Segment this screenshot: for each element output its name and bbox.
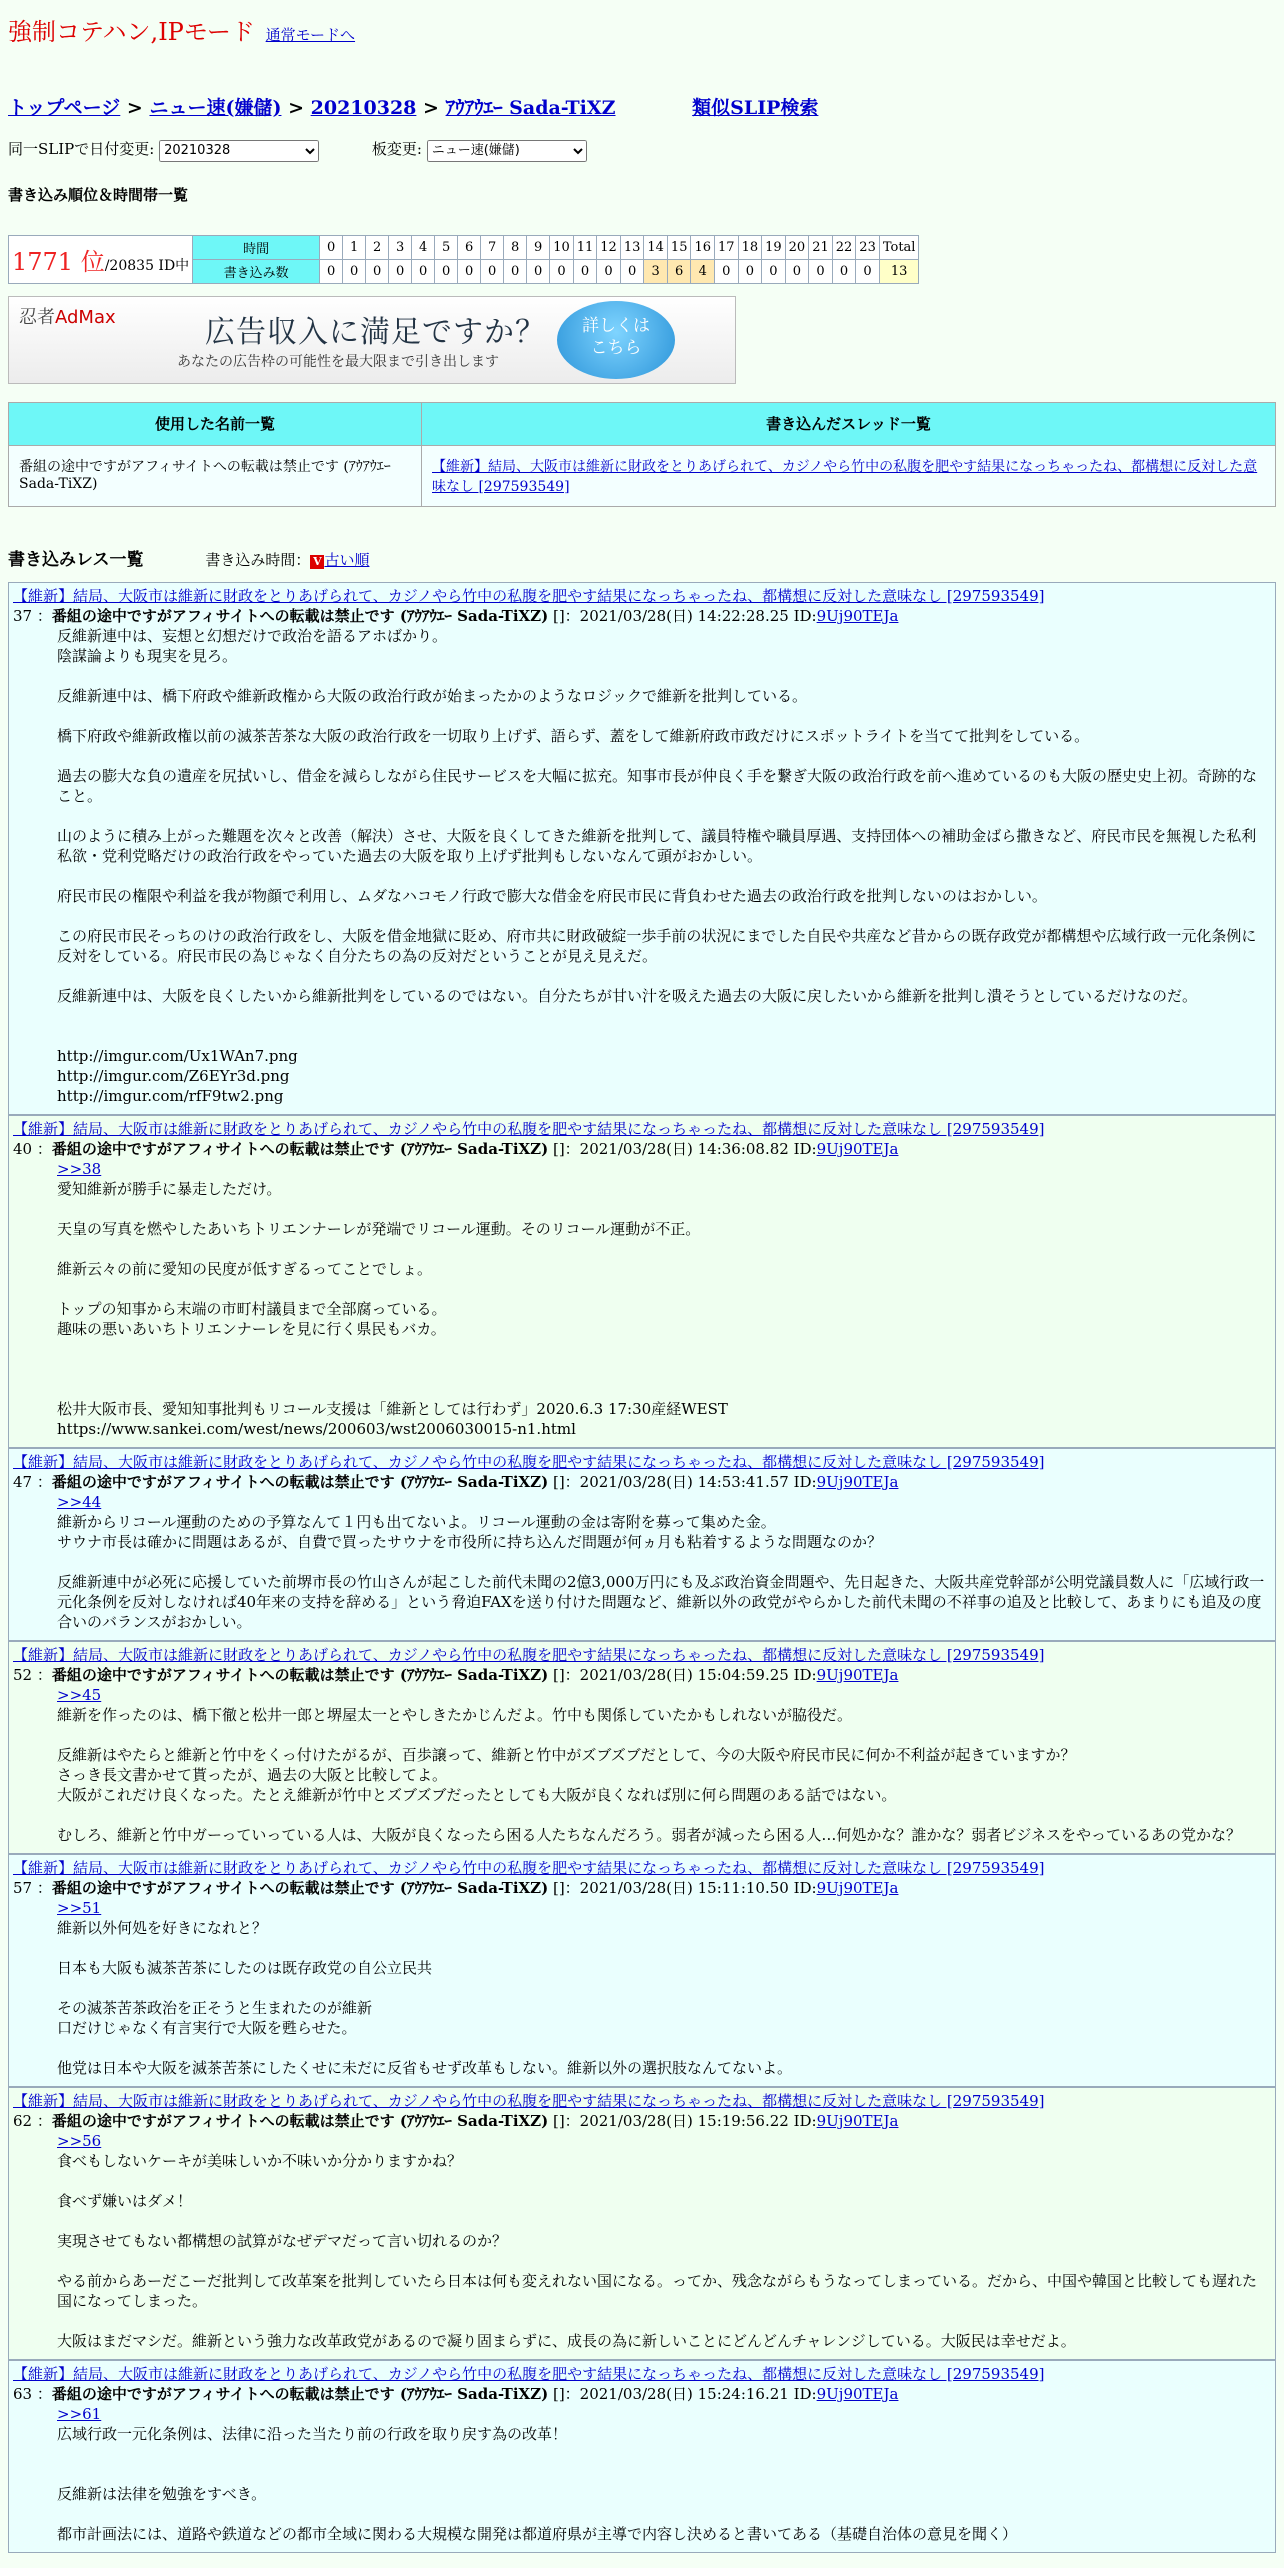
post-line xyxy=(57,806,1271,826)
post-meta xyxy=(13,1665,1271,1685)
ad-details-button[interactable] xyxy=(557,301,675,379)
post-list xyxy=(8,582,1276,2553)
post-number: 37 ： xyxy=(13,606,52,625)
reply-anchor-link[interactable]: >>45 xyxy=(57,1685,102,1704)
hour-cell: 4 xyxy=(412,235,435,259)
total-header: Total xyxy=(879,235,919,259)
post-date: []：2021/03/28(日) 14:22:28.25 ID: xyxy=(548,606,817,625)
post-thread xyxy=(13,2364,1271,2384)
hour-cell: 20 xyxy=(785,235,809,259)
post xyxy=(8,582,1276,1115)
post-line: 食べず嫌いはダメ！ xyxy=(57,2191,193,2210)
post-id-link[interactable]: 9Uj90TEJa xyxy=(816,2384,899,2403)
post-thread-link[interactable]: 【維新】結局、大阪市は維新に財政をとりあげられて、カジノやら竹中の私腹を肥やす結果になっちゃったね、都構想に反対した意味なし [297593549] xyxy=(13,586,1045,605)
hour-cell: 23 xyxy=(856,235,880,259)
post-line: 維新以外何処を好きになれと？ xyxy=(57,1918,268,1937)
post-number: 57 ： xyxy=(13,1878,52,1897)
rank-value: 1771 位 xyxy=(12,247,105,276)
post-line xyxy=(57,2444,1271,2464)
post-number: 63 ： xyxy=(13,2384,52,2403)
hour-cell: 16 xyxy=(691,235,715,259)
post-line xyxy=(57,1725,1271,1745)
hour-cell: 10 xyxy=(550,235,574,259)
hour-cell: 0 xyxy=(320,235,343,259)
post-line: 橋下府政や維新政権以前の滅茶苦茶な大阪の政治行政を一切取り上げず、語らず、蓋をして維新府政市政だけにスポットライトを当てて批判をしている。 xyxy=(57,726,1090,745)
post-line xyxy=(57,1339,1271,1359)
post-id-link[interactable]: 9Uj90TEJa xyxy=(816,1139,899,1158)
reply-anchor xyxy=(57,1492,1271,1512)
post-body xyxy=(13,626,1271,1106)
ad-banner[interactable] xyxy=(8,296,736,384)
post-line: 反維新はやたらと維新と竹中をくっ付けたがるが、百歩譲って、維新と竹中がズブズブだとして、今の大阪や府民市民に何か不利益が起きていますか？ xyxy=(57,1745,1076,1764)
count-cell: 0 xyxy=(343,259,366,283)
post-id-link[interactable]: 9Uj90TEJa xyxy=(816,1472,899,1491)
post-line xyxy=(57,2171,1271,2191)
reply-anchor-link[interactable]: >>56 xyxy=(57,2131,102,2150)
count-cell: 0 xyxy=(481,259,504,283)
post-line xyxy=(57,2038,1271,2058)
count-cell: 0 xyxy=(597,259,621,283)
count-cell: 0 xyxy=(620,259,644,283)
post-url: https://www.sankei.com/west/news/200603/wst2006030015-n1.html xyxy=(57,1419,576,1438)
post-body xyxy=(13,1685,1271,1845)
post-line: その滅茶苦茶政治を正そうと生まれたのが維新 xyxy=(57,1998,373,2017)
post-line: 反維新連中は、大阪を良くしたいから維新批判をしているのではない。自分たちが甘い汁を吸えた過去の大阪に戻したいから維新を批判し潰そうとしているだけなのだ。 xyxy=(57,986,1198,1005)
post-author: 番組の途中ですがアフィサイトへの転載は禁止です (ｱｳｱｳｴｰ Sada-TiXZ) xyxy=(51,1139,549,1158)
sort-order-icon: V xyxy=(310,555,324,569)
post-line xyxy=(57,2211,1271,2231)
mode-title: 強制コテハン,IPモード xyxy=(8,18,255,46)
post-line: 広域行政一元化条例は、法律に沿った当たり前の行政を取り戻す為の改革！ xyxy=(57,2424,568,2443)
post-line xyxy=(57,866,1271,886)
count-cell: 0 xyxy=(715,259,739,283)
ad-headline: 広告収入に満足ですか？ xyxy=(205,314,546,350)
post-line: 維新からリコール運動のための予算なんて１円も出てないよ。リコール運動の金は寄附を募って集めた金。 xyxy=(57,1512,776,1531)
post-id-link[interactable]: 9Uj90TEJa xyxy=(816,1878,899,1897)
post-line xyxy=(57,1006,1271,1026)
count-cell: 6 xyxy=(667,259,691,283)
mode-bar xyxy=(8,12,1276,47)
rank-hours-row xyxy=(9,235,919,259)
post-meta xyxy=(13,1472,1271,1492)
hour-cell: 18 xyxy=(738,235,762,259)
post-author: 番組の途中ですがアフィサイトへの転載は禁止です (ｱｳｱｳｴｰ Sada-TiXZ) xyxy=(51,1665,549,1684)
post-line xyxy=(57,1978,1271,1998)
normal-mode-link[interactable]: 通常モードへ xyxy=(265,26,356,44)
rank-total: /20835 ID中 xyxy=(104,257,190,274)
post-line xyxy=(57,706,1271,726)
reply-anchor xyxy=(57,2131,1271,2151)
post-line: 維新を作ったのは、橋下徹と松井一郎と堺屋太一とやしきたかじんだよ。竹中も関係していたかもしれないが脇役だ。 xyxy=(57,1705,853,1724)
thread-link[interactable]: 【維新】結局、大阪市は維新に財政をとりあげられて、カジノやら竹中の私腹を肥やす結果になっちゃったね、都構想に反対した意味なし [297593549] xyxy=(432,458,1258,495)
hour-cell: 9 xyxy=(527,235,550,259)
post xyxy=(8,1115,1276,1448)
post-author: 番組の途中ですがアフィサイトへの転載は禁止です (ｱｳｱｳｴｰ Sada-TiXZ) xyxy=(51,1472,549,1491)
post-line: 天皇の写真を燃やしたあいちトリエンナーレが発端でリコール運動。そのリコール運動が不正。 xyxy=(57,1219,701,1238)
ad-subtext: あなたの広告枠の可能性を最大限まで引き出します xyxy=(177,353,499,370)
count-cell: 0 xyxy=(809,259,833,283)
post-body xyxy=(13,2404,1271,2544)
oldest-first-link[interactable]: 古い順 xyxy=(324,550,370,569)
used-name: 番組の途中ですがアフィサイトへの転載は禁止です (ｱｳｱｳｴｰ Sada-TiXZ) xyxy=(9,445,422,506)
hour-cell: 3 xyxy=(389,235,412,259)
post-line: さっき長文書かせて貰ったが、過去の大阪と比較してよ。 xyxy=(57,1765,448,1784)
hour-cell: 2 xyxy=(366,235,389,259)
count-cell: 0 xyxy=(762,259,786,283)
post-author: 番組の途中ですがアフィサイトへの転載は禁止です (ｱｳｱｳｴｰ Sada-TiXZ) xyxy=(51,2384,549,2403)
count-cell: 0 xyxy=(856,259,880,283)
date-change-label: 同一SLIPで日付変更: xyxy=(8,140,155,158)
post-line xyxy=(57,1379,1271,1399)
count-cell: 0 xyxy=(785,259,809,283)
post-line: 反維新連中は、橋下府政や維新政権から大阪の政治行政が始まったかのようなロジックで維新を批判している。 xyxy=(57,686,808,705)
breadcrumb-board-link[interactable]: ニュー速(嫌儲) xyxy=(149,97,282,119)
time-sort xyxy=(205,551,369,569)
post-line: 陰謀論よりも現実を見ろ。 xyxy=(57,646,238,665)
post-line: 山のように積み上がった難題を次々と改善（解決）させ、大阪を良くしてきた維新を批判して、議員特権や職員厚遇、支持団体への補助金ばら撒きなど、府民市民を無視した私利私欲・党利党略だけの政治行政をやっていた過去の大阪を取り上げず批判もしないなんて頭がおかしい。 xyxy=(57,826,1257,865)
count-cell: 0 xyxy=(458,259,481,283)
post-line: やる前からあーだこーだ批判して改革案を批判していたら日本は何も変えれない国になる。ってか、残念ながらもうなってしまっている。だから、中国や韓国と比較しても遅れた国になってしまった。 xyxy=(57,2271,1258,2310)
post-line xyxy=(57,2464,1271,2484)
post-line: 松井大阪市長、愛知知事批判もリコール支援は「維新としては行わず」2020.6.3 17:30産経WEST xyxy=(57,1399,728,1418)
post-id-link[interactable]: 9Uj90TEJa xyxy=(816,606,899,625)
hour-cell: 15 xyxy=(667,235,691,259)
post-number: 47 ： xyxy=(13,1472,52,1491)
hour-cell: 11 xyxy=(573,235,597,259)
board-change-label: 板変更: xyxy=(371,140,422,158)
post-url: http://imgur.com/Z6EYr3d.png xyxy=(57,1066,290,1085)
post-body xyxy=(13,1492,1271,1632)
breadcrumb xyxy=(8,93,1276,120)
post-line: 他党は日本や大阪を滅茶苦茶にしたくせに未だに反省もせず改革もしない。維新以外の選択肢なんてないよ。 xyxy=(57,2058,793,2077)
post-line xyxy=(57,2504,1271,2524)
date-select[interactable] xyxy=(159,140,319,162)
post xyxy=(8,2360,1276,2553)
count-cell: 0 xyxy=(573,259,597,283)
post-line: 府民市民の権限や利益を我が物顔で利用し、ムダなハコモノ行政で膨大な借金を府民市民に背負わせた過去の政治行政を批判しないのはおかしい。 xyxy=(57,886,1047,905)
post-line: 都市計画法には、道路や鉄道などの都市全域に関わる大規模な開発は都道府県が主導で内容し決めると書いてある（基礎自治体の意見を聞く） xyxy=(57,2524,1018,2543)
post-thread xyxy=(13,1452,1271,1472)
post-line: サウナ市長は確かに問題はあるが、自費で買ったサウナを市役所に持ち込んだ問題が何ヵ月も粘着するような問題なのか？ xyxy=(57,1532,883,1551)
post-date: []：2021/03/28(日) 15:19:56.22 ID: xyxy=(548,2111,817,2130)
post-line xyxy=(57,2251,1271,2271)
post-line xyxy=(57,1279,1271,1299)
count-cell: 0 xyxy=(435,259,458,283)
post-line: 日本も大阪も滅茶苦茶にしたのは既存政党の自公立民共 xyxy=(57,1958,433,1977)
post-author: 番組の途中ですがアフィサイトへの転載は禁止です (ｱｳｱｳｴｰ Sada-TiXZ) xyxy=(51,606,549,625)
post-date: []：2021/03/28(日) 15:11:10.50 ID: xyxy=(548,1878,817,1897)
post-line xyxy=(57,1239,1271,1259)
count-cell: 0 xyxy=(320,259,343,283)
post-line xyxy=(57,746,1271,766)
post-line: 反維新連中が必死に応援していた前堺市長の竹山さんが起こした前代未聞の2億3,000万円にも及ぶ政治資金問題や、先日起きた、大阪共産党幹部が公明党議員数人に「広域行政一元化条例を反対しなければ40年来の支持を辞める」という脅迫FAXを送り付けた問題など、維新以外の政党がやらかした前代未聞の不祥事の追及と比較して、あまりにも追及の度合いのバランスがおかしい。 xyxy=(57,1572,1265,1631)
post-thread-link[interactable]: 【維新】結局、大阪市は維新に財政をとりあげられて、カジノやら竹中の私腹を肥やす結果になっちゃったね、都構想に反対した意味なし [297593549] xyxy=(13,1645,1045,1664)
hour-cell: 5 xyxy=(435,235,458,259)
post-line: トップの知事から末端の市町村議員まで全部腐っている。 xyxy=(57,1299,447,1318)
ad-logo-brand: AdMax xyxy=(55,306,116,328)
post-number: 62 ： xyxy=(13,2111,52,2130)
hour-cell: 6 xyxy=(458,235,481,259)
ad-logo xyxy=(19,303,116,329)
reply-anchor xyxy=(57,1159,1271,1179)
count-cell: 0 xyxy=(389,259,412,283)
reply-anchor-link[interactable]: >>51 xyxy=(57,1898,102,1917)
post-thread xyxy=(13,586,1271,606)
reply-anchor-link[interactable]: >>44 xyxy=(57,1492,102,1511)
post xyxy=(8,1641,1276,1854)
post-body xyxy=(13,1898,1271,2078)
count-cell: 0 xyxy=(527,259,550,283)
post-line xyxy=(57,2311,1271,2331)
count-cell: 0 xyxy=(738,259,762,283)
post-date: []：2021/03/28(日) 14:36:08.82 ID: xyxy=(548,1139,817,1158)
names-data-row xyxy=(9,445,1276,506)
post-meta xyxy=(13,1139,1271,1159)
post-date: []：2021/03/28(日) 15:04:59.25 ID: xyxy=(548,1665,817,1684)
post-line xyxy=(57,1938,1271,1958)
count-cell: 0 xyxy=(366,259,389,283)
post-line: 大阪がこれだけ良くなった。たとえ維新が竹中とズブズブだったとしても大阪が良くなれば別に何ら問題のある話ではない。 xyxy=(57,1785,897,1804)
post-line: むしろ、維新と竹中ガーっていっている人は、大阪が良くなったら困る人たちなんだろう。弱者が減ったら困る人…何処かな？誰かな？弱者ビジネスをやっているあの党かな？ xyxy=(57,1825,1241,1844)
post-line: 趣味の悪いあいちトリエンナーレを見に行く県民もバカ。 xyxy=(57,1319,446,1338)
post-thread-link[interactable]: 【維新】結局、大阪市は維新に財政をとりあげられて、カジノやら竹中の私腹を肥やす結果になっちゃったね、都構想に反対した意味なし [297593549] xyxy=(13,2091,1045,2110)
count-cell: 0 xyxy=(550,259,574,283)
count-cell: 0 xyxy=(832,259,856,283)
post-url: http://imgur.com/Ux1WAn7.png xyxy=(57,1046,298,1065)
hour-cell: 7 xyxy=(481,235,504,259)
post-line xyxy=(57,966,1271,986)
post-thread-link[interactable]: 【維新】結局、大阪市は維新に財政をとりあげられて、カジノやら竹中の私腹を肥やす結果になっちゃったね、都構想に反対した意味なし [297593549] xyxy=(13,1858,1045,1877)
post-number: 40 ： xyxy=(13,1139,52,1158)
breadcrumb-name-link[interactable]: ｱｳｱｳｴｰ Sada-TiXZ xyxy=(445,97,616,119)
post-line: 反維新は法律を勉強をすべき。 xyxy=(57,2484,267,2503)
breadcrumb-date-link[interactable]: 20210328 xyxy=(310,97,417,119)
ad-logo-prefix: 忍者 xyxy=(19,306,55,328)
hour-cell: 8 xyxy=(504,235,527,259)
total-count: 13 xyxy=(879,259,919,283)
post-line xyxy=(57,1026,1271,1046)
post-id-link[interactable]: 9Uj90TEJa xyxy=(816,1665,899,1684)
time-header: 時間 xyxy=(193,235,320,259)
breadcrumb-separator: > xyxy=(126,97,143,119)
time-sort-label: 書き込み時間： xyxy=(205,550,311,569)
post-line xyxy=(57,1552,1271,1572)
reply-anchor xyxy=(57,1685,1271,1705)
count-cell: 0 xyxy=(504,259,527,283)
post-body xyxy=(13,1159,1271,1439)
hour-cell: 12 xyxy=(597,235,621,259)
hour-cell: 14 xyxy=(644,235,668,259)
selector-row xyxy=(8,138,1276,162)
post-date: []：2021/03/28(日) 14:53:41.57 ID: xyxy=(548,1472,817,1491)
post-thread-link[interactable]: 【維新】結局、大阪市は維新に財政をとりあげられて、カジノやら竹中の私腹を肥やす結果になっちゃったね、都構想に反対した意味なし [297593549] xyxy=(13,2364,1045,2383)
reply-anchor xyxy=(57,1898,1271,1918)
post-line: 維新云々の前に愛知の民度が低すぎるってことでしょ。 xyxy=(57,1259,433,1278)
post xyxy=(8,2087,1276,2360)
names-header: 使用した名前一覧 xyxy=(9,402,422,445)
post-body xyxy=(13,2131,1271,2351)
hour-cell: 17 xyxy=(715,235,739,259)
post-meta xyxy=(13,606,1271,626)
hour-cell: 1 xyxy=(343,235,366,259)
post-thread-link[interactable]: 【維新】結局、大阪市は維新に財政をとりあげられて、カジノやら竹中の私腹を肥やす結果になっちゃったね、都構想に反対した意味なし [297593549] xyxy=(13,1119,1045,1138)
hour-cell: 19 xyxy=(762,235,786,259)
post xyxy=(8,1854,1276,2087)
post-line: この府民市民そっちのけの政治行政をし、大阪を借金地獄に貶め、府市共に財政破綻一歩手前の状況にまでした自民や共産など昔からの既存政党が都構想や広域行政一元化条例に反対をしている。府民市民の為じゃなく自分たちの為の反対だということが見え見えだ。 xyxy=(57,926,1257,965)
post-line xyxy=(57,1805,1271,1825)
rank-cell xyxy=(9,235,193,283)
posts-heading xyxy=(8,545,1276,570)
count-header: 書き込み数 xyxy=(193,259,320,283)
post-line: 過去の膨大な負の遺産を尻拭いし、借金を減らしながら住民サービスを大幅に拡充。知事市長が仲良く手を繋ぎ大阪の政治行政を前へ進めているのも大阪の歴史史上初。奇跡的なこと。 xyxy=(57,766,1258,805)
post-meta xyxy=(13,1878,1271,1898)
post-line: 愛知維新が勝手に暴走しただけ。 xyxy=(57,1179,282,1198)
post-number: 52 ： xyxy=(13,1665,52,1684)
post-line xyxy=(57,666,1271,686)
post-line: 口だけじゃなく有言実行で大阪を甦らせた。 xyxy=(57,2018,357,2037)
post-thread xyxy=(13,2091,1271,2111)
ad-details-label: 詳しくは こちら xyxy=(582,315,650,358)
post-meta xyxy=(13,2111,1271,2131)
post-line: 大阪はまだマシだ。維新という強力な改革政党があるので凝り固まらずに、成長の為に新しいことにどんどんチャレンジしている。大阪民は幸せだよ。 xyxy=(57,2331,1076,2350)
rank-heading: 書き込み順位＆時間帯一覧 xyxy=(8,185,189,204)
count-cell: 0 xyxy=(412,259,435,283)
threads-header: 書き込んだスレッド一覧 xyxy=(422,402,1276,445)
post-line: 反維新連中は、妄想と幻想だけで政治を語るアホばかり。 xyxy=(57,626,448,645)
breadcrumb-top-link[interactable]: トップページ xyxy=(8,97,121,119)
hour-cell: 22 xyxy=(832,235,856,259)
post-line: 食べもしないケーキが美味しいか不味いか分かりますかね？ xyxy=(57,2151,463,2170)
count-cell: 4 xyxy=(691,259,715,283)
post-author: 番組の途中ですがアフィサイトへの転載は禁止です (ｱｳｱｳｴｰ Sada-TiXZ) xyxy=(51,1878,549,1897)
names-table xyxy=(8,402,1276,507)
post-thread xyxy=(13,1858,1271,1878)
post-author: 番組の途中ですがアフィサイトへの転載は禁止です (ｱｳｱｳｴｰ Sada-TiXZ) xyxy=(51,2111,549,2130)
post-line xyxy=(57,1359,1271,1379)
post-meta xyxy=(13,2384,1271,2404)
breadcrumb-separator: > xyxy=(423,97,439,119)
names-header-row xyxy=(9,402,1276,445)
breadcrumb-separator: > xyxy=(288,97,304,119)
posts-title: 書き込みレス一覧 xyxy=(8,549,144,570)
post-thread xyxy=(13,1645,1271,1665)
reply-anchor xyxy=(57,2404,1271,2424)
post-line: 実現させてもない都構想の試算がなぜデマだって言い切れるのか？ xyxy=(57,2231,508,2250)
reply-anchor-link[interactable]: >>61 xyxy=(57,2404,102,2423)
board-select[interactable] xyxy=(427,140,587,162)
post-thread-link[interactable]: 【維新】結局、大阪市は維新に財政をとりあげられて、カジノやら竹中の私腹を肥やす結果になっちゃったね、都構想に反対した意味なし [297593549] xyxy=(13,1452,1045,1471)
post-id-link[interactable]: 9Uj90TEJa xyxy=(816,2111,899,2130)
similar-slip-search-link[interactable]: 類似SLIP検索 xyxy=(692,97,819,119)
reply-anchor-link[interactable]: >>38 xyxy=(57,1159,102,1178)
rank-table xyxy=(8,235,919,284)
hour-cell: 21 xyxy=(809,235,833,259)
post-line xyxy=(57,906,1271,926)
count-cell: 3 xyxy=(644,259,668,283)
post-date: []：2021/03/28(日) 15:24:16.21 ID: xyxy=(548,2384,817,2403)
post-url: http://imgur.com/rfF9tw2.png xyxy=(57,1086,284,1105)
post-thread xyxy=(13,1119,1271,1139)
hour-cell: 13 xyxy=(620,235,644,259)
post-line xyxy=(57,1199,1271,1219)
post xyxy=(8,1448,1276,1641)
